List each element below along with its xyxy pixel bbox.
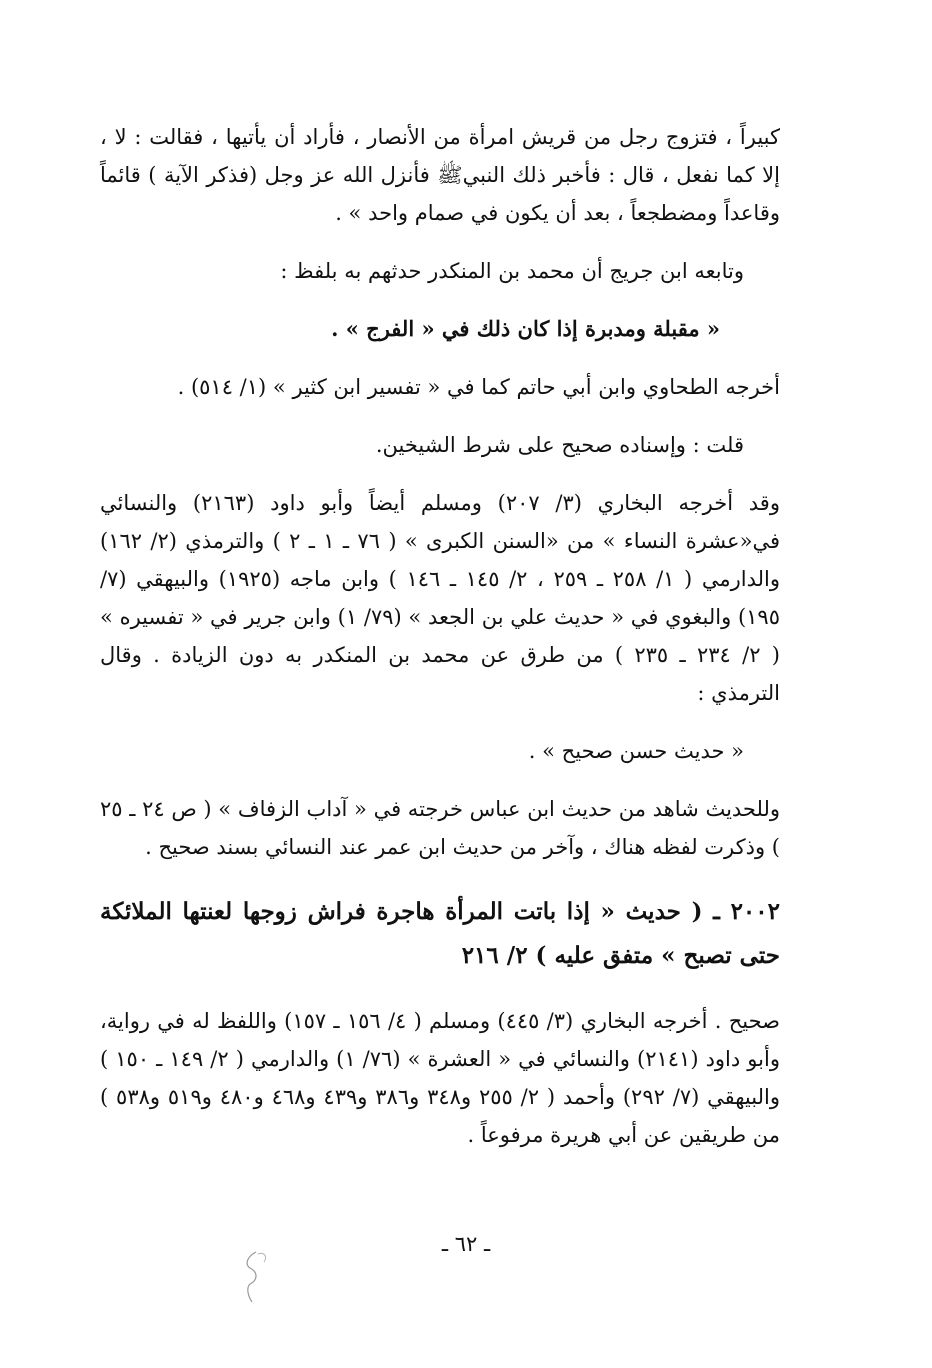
hadith-heading-2002: ٢٠٠٢ ـ ( حديث « إذا باتت المرأة هاجرة فراش زوجها لعنتها الملائكة حتى تصبح » متفق عليه ) ٢/ ٢١٦ [100,898,780,969]
paragraph-sahih-takhrij: صحيح . أخرجه البخاري (٣/ ٤٤٥) ومسلم ( ٤/ ١٥٦ ـ ١٥٧) واللفظ له في رواية، وأبو داود (٢١٤١) والنسائي في « العشرة » (٧٦/ ١) والدارمي ( ٢/ ١٤٩ ـ ١٥٠ ) والبيهقي (٧/ ٢٩٢) وأحمد ( ٢/ ٢٥٥ و٣٤٨ و٣٨٦ و٤٣٩ و٤٦٨ و٤٨٠ و٥١٩ و٥٣٨ ) من طريقين عن أبي هريرة مرفوعاً . [100,1009,780,1147]
page-number: ـ ٦٢ ـ [441,1232,491,1256]
quote-hasan-sahih: « حديث حسن صحيح » . [528,739,744,763]
paragraph-shahid: وللحديث شاهد من حديث ابن عباس خرجته في « آداب الزفاف » ( ص ٢٤ ـ ٢٥ ) وذكرت لفظه هناك ، وآخر من حديث ابن عمر عند النسائي بسند صحيح . [100,797,780,859]
paragraph-ibn-jurayj: وتابعه ابن جريج أن محمد بن المنكدر حدثهم به بلفظ : [280,259,744,283]
paragraph-takhrij-bukhari: وقد أخرجه البخاري (٣/ ٢٠٧) ومسلم أيضاً وأبو داود (٢١٦٣) والنسائي في«عشرة النساء » من «السنن الكبرى » ( ٧٦ ـ ١ ـ ٢ ) والترمذي (٢/ ١٦٢) والدارمي ( ١/ ٢٥٨ ـ ٢٥٩ ، ٢/ ١٤٥ ـ ١٤٦ ) وابن ماجه (١٩٢٥) والبيهقي (٧/ ١٩٥) والبغوي في « حديث علي بن الجعد » (٧٩/ ١) وابن جرير في « تفسيره » ( ٢/ ٢٣٤ ـ ٢٣٥ ) من طرق عن محمد بن المنكدر به دون الزيادة . وقال الترمذي : [100,491,780,705]
paragraph-qultu: قلت : وإسناده صحيح على شرط الشيخين. [375,433,744,457]
pencil-mark-icon [228,1238,298,1308]
paragraph-hadith-end: كبيراً ، فتزوج رجل من قريش امرأة من الأنصار ، فأراد أن يأتيها ، فقالت : لا ، إلا كما نفعل ، قال : فأخبر ذلك النبيﷺ فأنزل الله عز وجل (فذكر الآية ) قائماً وقاعداً ومضطجعاً ، بعد أن يكون في صمام واحد » . [100,125,780,225]
quote-muqbila: « مقبلة ومدبرة إذا كان ذلك في « الفرج » . [331,316,720,341]
page-body [100,118,780,1154]
paragraph-tahawi: أخرجه الطحاوي وابن أبي حاتم كما في « تفسير ابن كثير » (١/ ٥١٤) . [177,375,780,399]
